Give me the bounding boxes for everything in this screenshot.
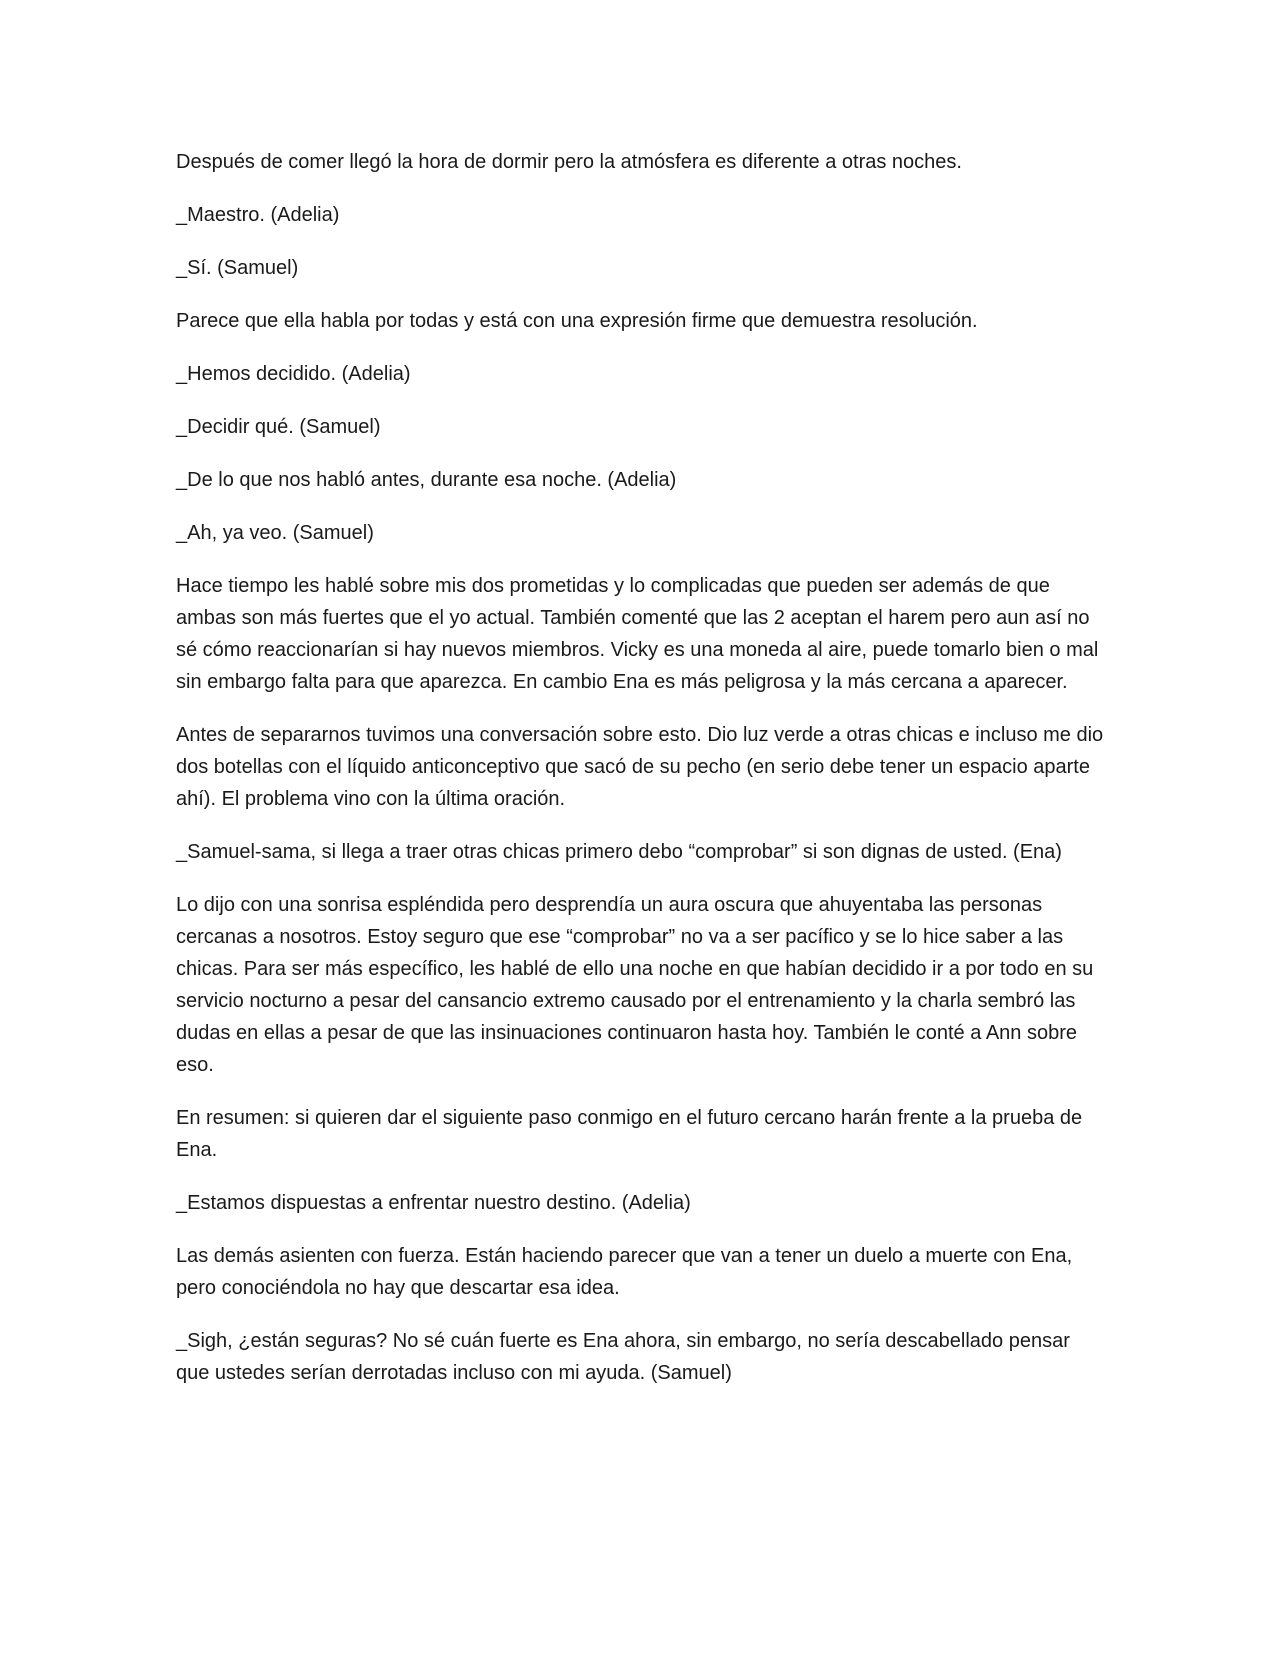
- paragraph: En resumen: si quieren dar el siguiente paso conmigo en el futuro cercano harán frente a la prueba de Ena.: [176, 1107, 1083, 1161]
- paragraph: Después de comer llegó la hora de dormir pero la atmósfera es diferente a otras noches.: [176, 151, 962, 173]
- dialogue-line: _Sí. (Samuel): [176, 257, 299, 279]
- dialogue-line: _Ah, ya veo. (Samuel): [176, 522, 374, 544]
- paragraph: Hace tiempo les hablé sobre mis dos prometidas y lo complicadas que pueden ser además de que ambas son más fuertes que el yo actual. También comenté que las 2 aceptan el harem pero aun así no sé cómo reaccionarían si hay nuevos miembros. Vicky es una moneda al aire, puede tomarlo bien o mal sin embargo falta para que aparezca. En cambio Ena es más peligrosa y la más cercana a aparecer.: [176, 575, 1099, 693]
- paragraph: Parece que ella habla por todas y está con una expresión firme que demuestra resolución.: [176, 310, 978, 332]
- document-body: [176, 146, 1106, 1410]
- dialogue-line: _Sigh, ¿están seguras? No sé cuán fuerte es Ena ahora, sin embargo, no sería descabellado pensar que ustedes serían derrotadas incluso con mi ayuda. (Samuel): [176, 1330, 1070, 1384]
- dialogue-line: _Estamos dispuestas a enfrentar nuestro destino. (Adelia): [176, 1192, 691, 1214]
- dialogue-line: _Decidir qué. (Samuel): [176, 416, 381, 438]
- paragraph: Lo dijo con una sonrisa espléndida pero desprendía un aura oscura que ahuyentaba las personas cercanas a nosotros. Estoy seguro que ese “comprobar” no va a ser pacífico y se lo hice saber a las chicas. Para ser más específico, les hablé de ello una noche en que habían decidido ir a por todo en su servicio nocturno a pesar del cansancio extremo causado por el entrenamiento y la charla sembró las dudas en ellas a pesar de que las insinuaciones continuaron hasta hoy. También le conté a Ann sobre eso.: [176, 894, 1094, 1076]
- paragraph: Antes de separarnos tuvimos una conversación sobre esto. Dio luz verde a otras chicas e incluso me dio dos botellas con el líquido anticonceptivo que sacó de su pecho (en serio debe tener un espacio aparte ahí). El problema vino con la última oración.: [176, 724, 1104, 810]
- dialogue-line: _Hemos decidido. (Adelia): [176, 363, 411, 385]
- paragraph: Las demás asienten con fuerza. Están haciendo parecer que van a tener un duelo a muerte con Ena, pero conociéndola no hay que descartar esa idea.: [176, 1245, 1073, 1299]
- dialogue-line: _De lo que nos habló antes, durante esa noche. (Adelia): [176, 469, 677, 491]
- dialogue-line: _Samuel-sama, si llega a traer otras chicas primero debo “comprobar” si son dignas de usted. (Ena): [176, 841, 1062, 863]
- dialogue-line: _Maestro. (Adelia): [176, 204, 340, 226]
